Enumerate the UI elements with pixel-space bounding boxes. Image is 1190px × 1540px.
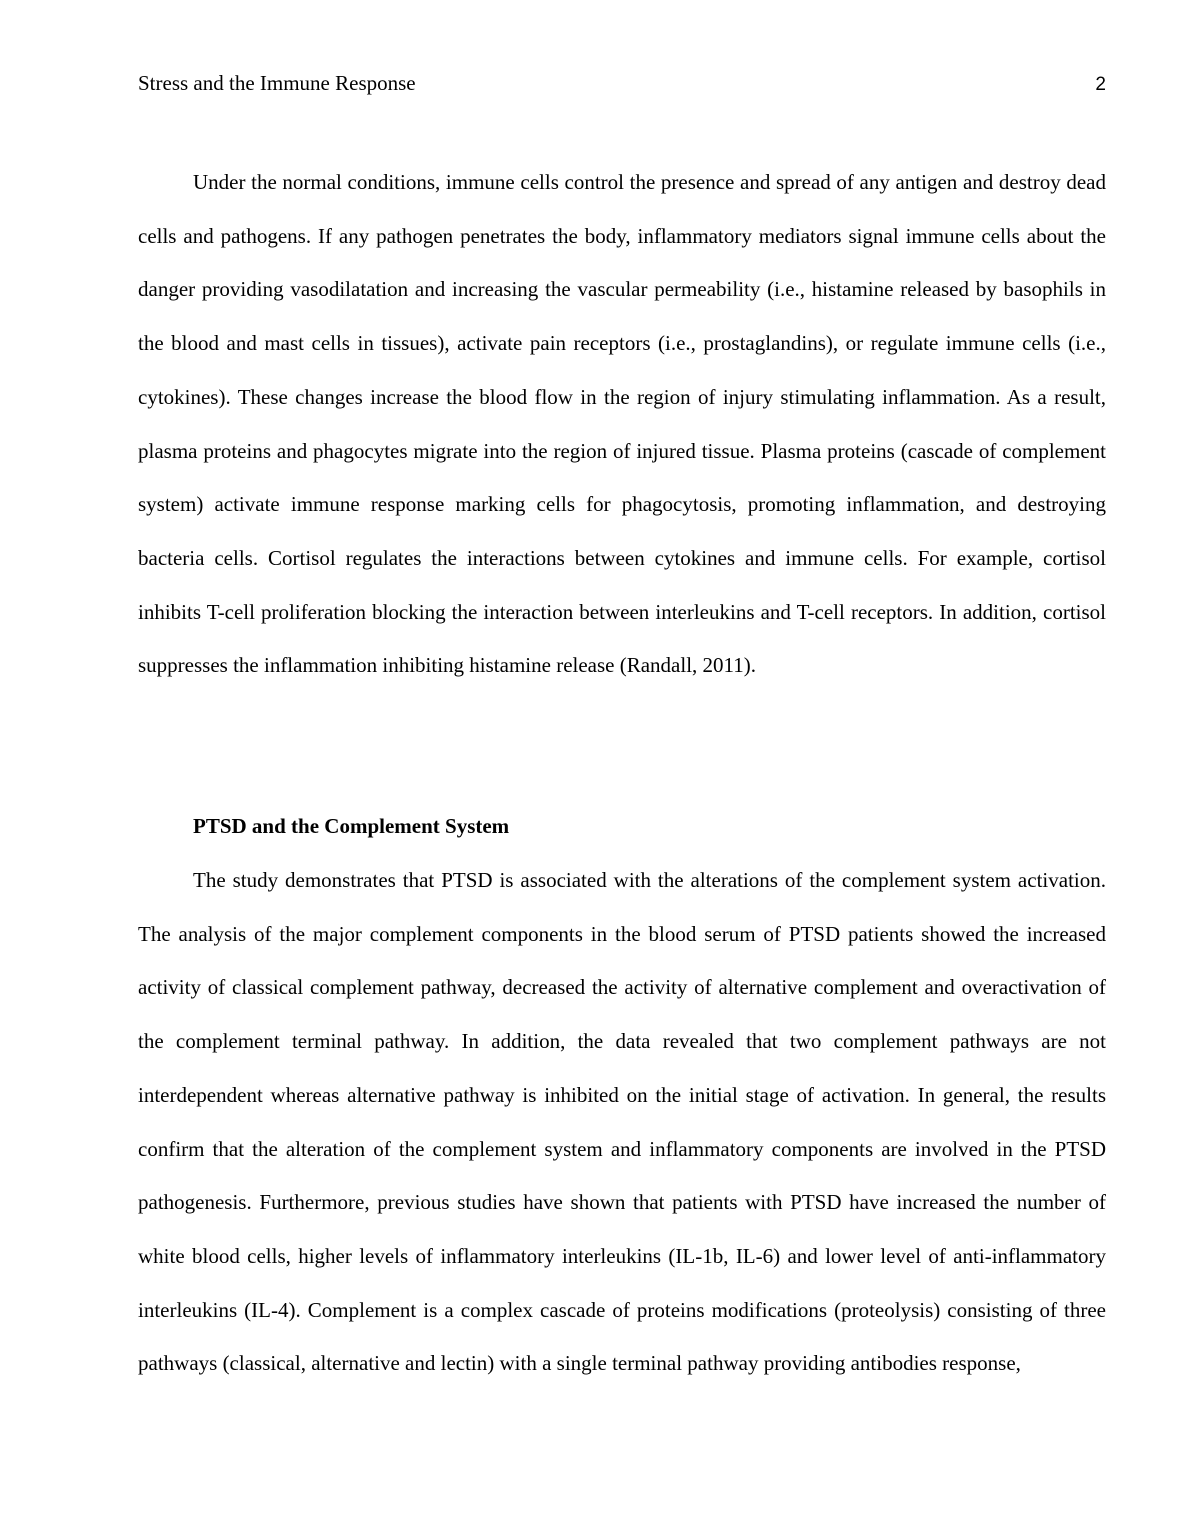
body-paragraph-immune-cells: Under the normal conditions, immune cells control the presence and spread of any antigen and destroy dead cells and pathogens. If any pathogen penetrates the body, inflammatory mediators signal immune cells about the danger providing vasodilatation and increasing the vascular permeability (i.e., histamine released by basophils in the blood and mast cells in tissues), activate pain receptors (i.e., prostaglandins), or regulate immune cells (i.e., cytokines). These changes increase the blood flow in the region of injury stimulating inflammation. As a result, plasma proteins and phagocytes migrate into the region of injured tissue. Plasma proteins (cascade of complement system) activate immune response marking cells for phagocytosis, promoting inflammation, and destroying bacteria cells. Cortisol regulates the interactions between cytokines and immune cells. For example, cortisol inhibits T-cell proliferation blocking the interaction between interleukins and T-cell receptors. In addition, cortisol suppresses the inflammation inhibiting histamine release (Randall, 2011). xyxy=(138,170,1106,678)
section-heading: PTSD and the Complement System xyxy=(193,814,510,838)
body-paragraph-complement-system: The study demonstrates that PTSD is associated with the alterations of the complement system activation. The analysis of the major complement components in the blood serum of PTSD patients showed the increased activity of classical complement pathway, decreased the activity of alternative complement and overactivation of the complement terminal pathway. In addition, the data revealed that two complement pathways are not interdependent whereas alternative pathway is inhibited on the initial stage of activation. In general, the results confirm that the alteration of the complement system and inflammatory components are involved in the PTSD pathogenesis. Furthermore, previous studies have shown that patients with PTSD have increased the number of white blood cells, higher levels of inflammatory interleukins (IL-1b, IL-6) and lower level of anti-inflammatory interleukins (IL-4). Complement is a complex cascade of proteins modifications (proteolysis) consisting of three pathways (classical, alternative and lectin) with a single terminal pathway providing antibodies response, xyxy=(138,868,1106,1376)
running-head-title: Stress and the Immune Response xyxy=(138,71,416,95)
page-number: 2 xyxy=(1095,74,1106,95)
